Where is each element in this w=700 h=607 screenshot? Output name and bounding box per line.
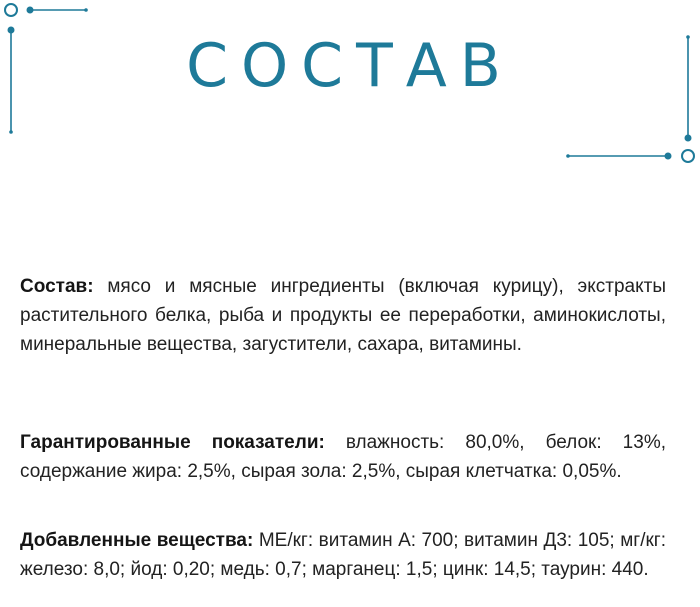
additives-label: Добавленные вещества: [20,530,254,551]
composition-text: мясо и мясные ингредиенты (включая курицу), экстракты растительного белка, рыба и продукты ее переработки, аминокислоты, минеральные вещества, загустители, сахара, витамины. [20,276,666,355]
guaranteed-values-label: Гарантированные показатели: [20,432,325,453]
additives-text: ME/кг: витамин A: 700; витамин Д3: 105; мг/кг: железо: 8,0; йод: 0,20; медь: 0,7; марганец: 1,5; цинк: 14,5; таурин: 440. [20,530,666,580]
guaranteed-values-text: влажность: 80,0%, белок: 13%, содержание жира: 2,5%, сырая зола: 2,5%, сырая клетчатка: 0,05%. [20,432,666,482]
composition-paragraph [20,272,666,359]
composition-label: Состав: [20,276,94,297]
page-title: СОСТАВ [186,31,514,101]
additives-paragraph [20,526,666,584]
guaranteed-values-paragraph [20,428,666,486]
